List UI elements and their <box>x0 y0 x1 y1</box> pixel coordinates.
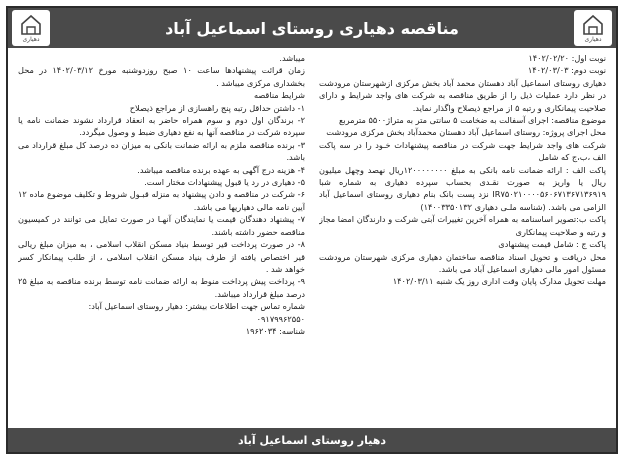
text-line: پاکت الف : ارائه ضمانت نامه بانکی به مبلغ ۱۲۰۰۰۰۰۰۰۰ریال نهصد وچهل میلیون ریال یا واریز به صورت نقـدی بحساب سپرده دهیاری به شماره شبا IR۷۵۰۲۱۰۰۰۰۵۶۰۶۷۱۳۶۷۱۳۶۹۱۹ نزد پست بانک بنام دهیاری روستای اسماعیل آباد الزامی می باشد. (شناسه ملـی دهیاری ۱۴۰۰۳۳۵۰۱۳۲) <box>319 164 606 212</box>
text-line: نوبت اول: ۱۴۰۲/۰۲/۲۰ <box>528 53 606 63</box>
text-line: شماره تماس جهت اطلاعات بیشتر: دهیار روستای اسماعیل آباد: <box>88 301 305 312</box>
logo-caption: دهیاری <box>22 35 40 43</box>
text-line: پاکت ج : شامل قیمت پیشنهادی <box>498 239 606 250</box>
text-line: نوبت دوم: ۱۴۰۲/۰۳/۰۳ <box>527 65 606 76</box>
emblem-icon <box>580 14 606 36</box>
text-line: مهلت تحویل مدارک پایان وقت اداری روز یک شنبه ۱۴۰۲/۰۳/۱۱ <box>392 276 606 287</box>
text-line: ۳- برنده مناقصه ملزم به ارائه ضمانت بانکی به میزان ده درصد کل مبلغ قرارداد می باشد. <box>18 139 305 163</box>
text-line: موضوع مناقصه: اجرای آسفالت به ضخامت ۵ سانتی متر به متراژ۵۵۰۰ مترمربع <box>339 115 606 126</box>
footer-signature: دهیار روستای اسماعیل آباد <box>238 433 386 447</box>
text-line: ۹- پرداخت پیش پرداخت منوط به ارائه ضمانت نامه توسط برنده مناقصه به مبلغ ۲۵ درصد مبلغ قرارداد میباشد. <box>18 276 305 299</box>
text-line: ۱- داشتن حداقل رتبه پنج راهسازی از مراجع ذیصلاح <box>129 102 305 113</box>
notice-frame <box>6 6 618 454</box>
right-column <box>319 52 606 424</box>
text-line: محل دریافت و تحویل اسناد مناقصه ساختمان دهیاری مرکزی شهرستان مرودشت مسئول امور مالی دهیاری اسماعیل آباد می باشد. <box>319 251 606 274</box>
municipality-logo-left <box>12 10 50 46</box>
text-line: شرکت های واجد شرایط جهت شرکت در مناقصه پیشنهادات خـود را در سه پاکت الف ،ب،ج که شامل <box>319 139 606 163</box>
text-line: زمان قرائت پیشنهادها ساعت ۱۰ صبح روزدوشنبه مورخ ۱۴۰۲/۰۳/۱۲ در محل بخشداری مرکزی میباشد . <box>18 65 305 88</box>
notice-header <box>8 8 616 48</box>
text-line: پاکت ب:تصویر اساسنامه به همراه آخرین تغییرات آبتی شرکت و دارندگان امضا مجاز و رتبه و صلاحیت پیمانکاری <box>319 214 606 237</box>
text-line: ۲- برندگان اول دوم و سوم همراه حاضر به انعقاد قرارداد نشوند ضمانت نامه یا سپرده شرکت در مناقصه آنها به نفع دهیاری ضبط و وصول میگردد. <box>18 115 305 138</box>
left-column <box>18 52 305 424</box>
notice-footer <box>8 428 616 452</box>
text-line: ۷- پیشنهاد دهندگان قیمت یا نمایندگان آنهـا در صورت تمایل می توانند در کمیسیون مناقصه حضور داشته باشند. <box>18 214 305 237</box>
text-line: ۶- شرکت در مناقصه و دادن پیشنهاد به منزله قبـول شروط و تکلیف موضوع ماده ۱۲ آیین نامه مالی دهیاریها می باشد. <box>18 189 305 212</box>
text-line: ۵- دهیاری در رد یا قبول پیشنهادات مختار است. <box>144 177 305 188</box>
text-line: شناسه: ۱۹۶۲۰۳۴ <box>245 325 305 336</box>
notice-title: مناقصه دهیاری روستای اسماعیل آباد <box>165 18 459 38</box>
notice-body <box>18 52 606 424</box>
text-line: دهیاری روستای اسماعیل آباد دهستان محمد آباد بخش مرکزی ازشهرستان مرودشت در نظر دارد عملیات ذیل را از طریق مناقصه به شرکت های واجد شرایط و دارای صلاحیت پیمانکاری و رتبه ۵ از مراجع ذیصلاح واگذار نماید. <box>319 77 606 113</box>
logo-caption: دهیاری <box>584 35 602 43</box>
text-line: ۴- هزینه درج آگهی به عهده برنده مناقصه میباشد. <box>137 164 305 175</box>
text-line: شرایط مناقصه <box>253 90 305 101</box>
municipality-logo-right <box>574 10 612 46</box>
text-line: ۸- در صورت پرداخت قیر توسط بنیاد مسکن انقلاب اسلامی ، به میزان مبلغ ریالی قیر اختصاص یافته از طرف بنیاد مسکن انقلاب اسلامی ، از طلب پیمانکار کسر خواهد شد . <box>18 239 305 274</box>
text-line: محل اجرای پروژه: روستای اسماعیل آباد دهستان محمدآباد بخش مرکزی مرودشت <box>326 127 606 138</box>
emblem-icon <box>18 14 44 36</box>
text-line: ۰۹۱۷۹۹۶۲۵۵۰ <box>256 313 305 324</box>
text-line: میباشد. <box>279 53 305 63</box>
